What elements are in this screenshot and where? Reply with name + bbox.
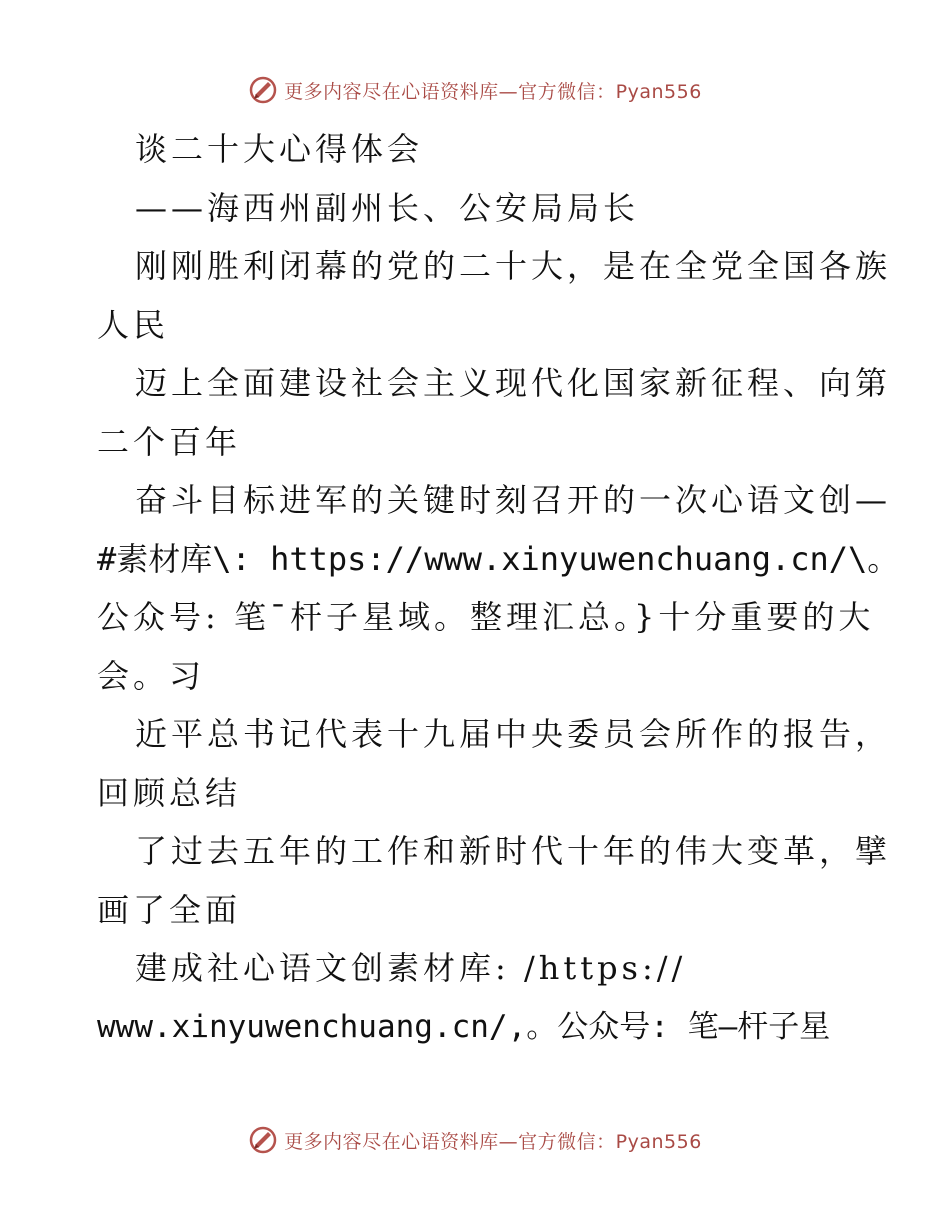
paragraph-line-url: www.xinyuwenchuang.cn/,。公众号: 笔—杆子星: [97, 1008, 831, 1045]
paragraph-line: 会。习: [97, 656, 206, 695]
paragraph-line: 刚刚胜利闭幕的党的二十大，是在全党全国各族: [135, 247, 892, 285]
paragraph-line: 了过去五年的工作和新时代十年的伟大变革，擘: [135, 832, 892, 870]
paragraph-line: 公众号: 笔¯杆子星域。整理汇总。}十分重要的大: [97, 598, 875, 636]
paragraph-line-url: #素材库\: https://www.xinyuwenchuang.cn/\。: [97, 539, 900, 578]
pen-circle-logo-icon: [248, 1125, 278, 1155]
doc-author-line: ——海西州副州长、公安局局长: [135, 188, 640, 227]
header-watermark-banner: [0, 70, 950, 110]
watermark-text: 更多内容尽在心语资料库—官方微信：Pyan556: [284, 1130, 702, 1153]
paragraph-line: 迈上全面建设社会主义现代化国家新征程、向第: [135, 364, 892, 402]
doc-title: 谈二十大心得体会: [135, 130, 424, 168]
paragraph-line: 回顾总结: [97, 773, 242, 812]
pen-circle-logo-icon: [248, 75, 278, 105]
paragraph-line: 近平总书记代表十九届中央委员会所作的报告，: [135, 715, 892, 753]
paragraph-line: 人民: [97, 305, 170, 344]
paragraph-line: 画了全面: [97, 890, 242, 929]
paragraph-line: 建成社心语文创素材库: /https://: [135, 949, 687, 987]
watermark-text: 更多内容尽在心语资料库—官方微信：Pyan556: [284, 80, 702, 103]
paragraph-line: 二个百年: [97, 422, 242, 461]
paragraph-line: 奋斗目标进军的关键时刻召开的一次心语文创—: [135, 481, 892, 519]
document-body: [97, 120, 900, 1056]
footer-watermark-banner: [0, 1120, 950, 1160]
